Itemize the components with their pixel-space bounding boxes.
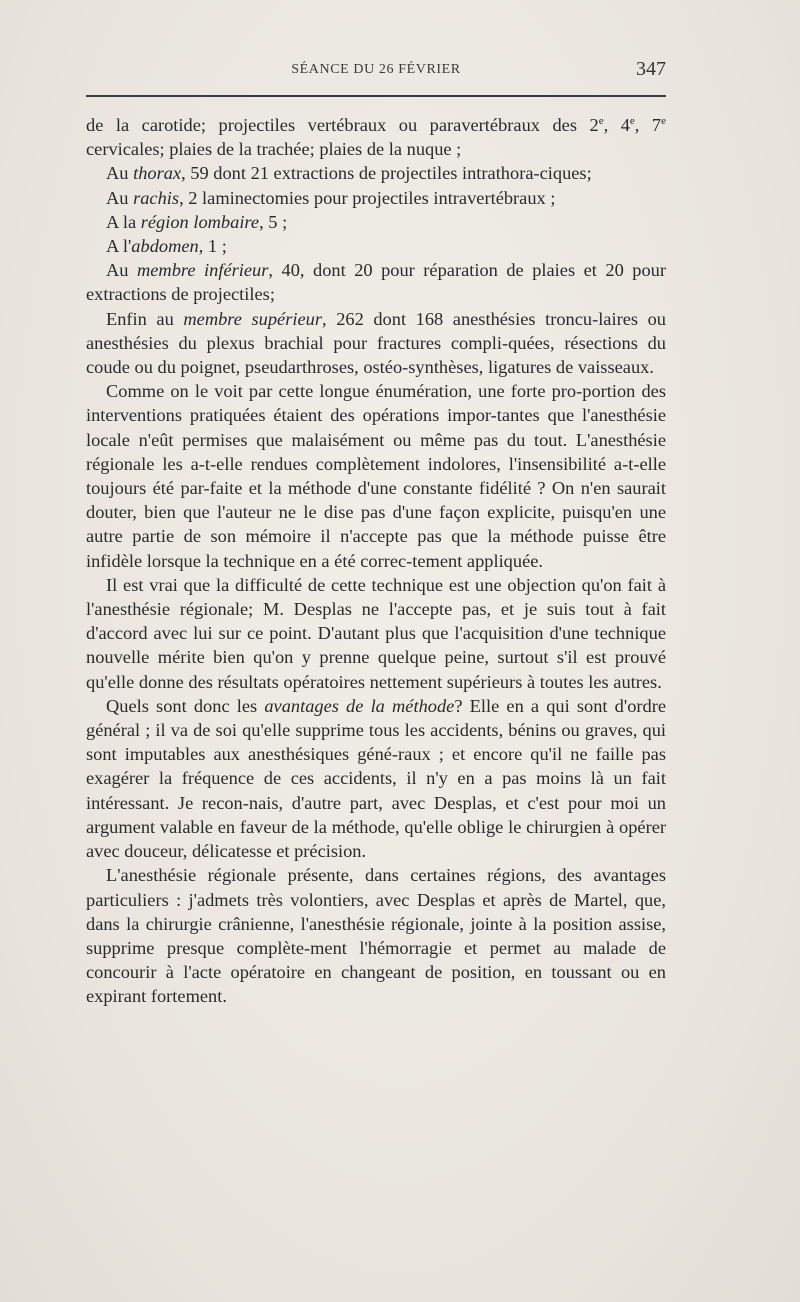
text-run: Il est vrai que la difficulté de cette technique est une objection qu'on fait à l'anesthésie régionale; M. Desplas ne l'accepte pas, et je suis tout à fait d'accord avec lui sur ce point. D'autant plus que l'acquisition d'une technique nouvelle mérite bien qu'on y prenne quelque peine, surtout s'il est prouvé qu'elle donne des résultats opératoires nettement supérieurs à toutes les autres. bbox=[86, 574, 666, 692]
superscript: e bbox=[598, 114, 604, 127]
page-number: 347 bbox=[636, 58, 666, 80]
paragraph bbox=[86, 161, 666, 185]
body-text bbox=[86, 113, 666, 1009]
header-rule bbox=[86, 95, 666, 97]
text-run: de la carotide; projectiles vertébraux ou paravertébraux des 2 bbox=[86, 115, 599, 135]
text-run: ? Elle en a qui sont d'ordre général ; il va de soi qu'elle supprime tous les accidents, bénins ou graves, qui sont imputables aux anesthésiques géné-raux ; et encore qu'il ne faille pas exagérer la fréquence de ces accidents, il n'y en a pas moins là un fait intéressant. Je recon-nais, d'autre part, avec Desplas, et c'est pour moi un argument valable en faveur de la méthode, qu'elle oblige le chirurgien à opérer avec douceur, délicatesse et précision. bbox=[86, 695, 666, 862]
italic-term: abdomen bbox=[131, 236, 199, 257]
paragraph bbox=[86, 863, 666, 1008]
text-run: A l' bbox=[106, 236, 132, 257]
text-run: , 5 ; bbox=[259, 211, 288, 232]
text-run: Au bbox=[106, 163, 134, 184]
running-head bbox=[86, 58, 666, 84]
text-run: , 4 bbox=[603, 115, 630, 135]
paragraph bbox=[86, 379, 666, 573]
text-run: Au bbox=[106, 260, 137, 281]
text-run: Enfin au bbox=[106, 308, 184, 329]
italic-term: membre supérieur bbox=[183, 308, 323, 329]
paragraph bbox=[86, 113, 666, 161]
paragraph bbox=[86, 186, 666, 210]
running-title: SÉANCE DU 26 FÉVRIER bbox=[291, 62, 461, 77]
italic-term: rachis bbox=[133, 187, 180, 208]
paragraph bbox=[86, 210, 666, 234]
text-run: , 262 dont 168 anesthésies troncu-laires ou anesthésies du plexus brachial pour fractures compli-quées, résections du coude ou du poignet, pseudarthroses, ostéo-synthèses, ligatures de vaisseaux. bbox=[86, 308, 666, 378]
text-run: A la bbox=[106, 211, 141, 232]
paragraph bbox=[86, 234, 666, 258]
paragraph bbox=[86, 258, 666, 306]
text-run: , 7 bbox=[634, 115, 662, 135]
italic-term: région lombaire bbox=[140, 211, 260, 232]
text-run: Comme on le voit par cette longue énumération, une forte pro-portion des interventions pratiquées étaient des opérations impor-tantes que l'anesthésie locale n'eût permises que malaisément ou même pas du tout. L'anesthésie régionale les a-t-elle rendues complètement indolores, l'insensibilité a-t-elle toujours été par-faite et la méthode d'une constante fidélité ? On n'en saurait douter, bien que l'auteur ne le dise pas d'une façon explicite, puisqu'en une autre partie de son mémoire il n'accepte pas que la méthode puisse être infidèle lorsque la technique en a été correc-tement appliquée. bbox=[86, 381, 666, 571]
paragraph bbox=[86, 694, 666, 863]
italic-term: avantages de la méthode bbox=[264, 695, 455, 716]
text-run: Au bbox=[106, 187, 134, 208]
text-run: L'anesthésie régionale présente, dans certaines régions, des avantages particuliers : j'admets très volontiers, avec Desplas et après de Martel, que, dans la chirurgie crânienne, l'anesthésie régionale, jointe à la position assise, supprime presque complète-ment l'hémorragie et permet au malade de concourir à l'acte opératoire en changeant de position, en toussant ou en expirant fortement. bbox=[86, 865, 666, 1007]
paragraph bbox=[86, 573, 666, 694]
text-run: Quels sont donc les bbox=[106, 695, 265, 716]
italic-term: thorax bbox=[133, 163, 182, 184]
text-run: cervicales; plaies de la trachée; plaies de la nuque ; bbox=[86, 139, 462, 160]
text-run: , 1 ; bbox=[198, 236, 227, 257]
superscript: e bbox=[661, 114, 666, 127]
text-run: , 59 dont 21 extractions de projectiles intrathora-ciques; bbox=[181, 163, 592, 184]
text-run: , 2 laminectomies pour projectiles intravertébraux ; bbox=[179, 187, 556, 208]
superscript: e bbox=[629, 114, 635, 127]
italic-term: membre inférieur bbox=[136, 260, 269, 281]
paragraph bbox=[86, 307, 666, 380]
text-run: , 40, dont 20 pour réparation de plaies et 20 pour extractions de projectiles; bbox=[86, 260, 666, 305]
